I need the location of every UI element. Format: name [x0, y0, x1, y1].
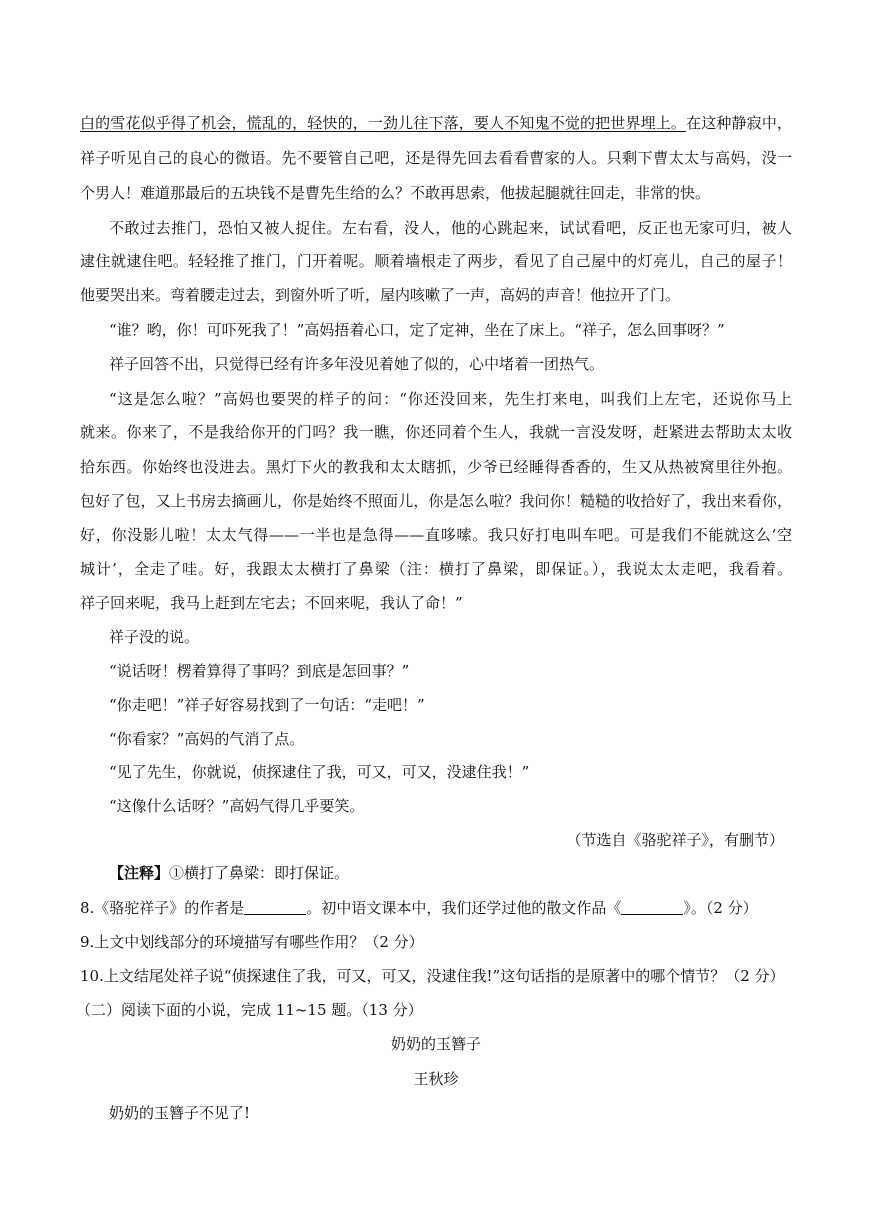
passage-line: 白的雪花似乎得了机会，慌乱的，轻快的，一劲儿往下落，要人不知鬼不觉的把世界埋上。在这种静寂中， — [80, 114, 792, 132]
passage-line: 个男人！难道那最后的五块钱不是曹先生给的么？不敢再思索，他拔起腿就往回走，非常的快。 — [80, 184, 711, 202]
passage-line: 祥子回答不出，只觉得已经有许多年没见着她了似的，心中堵着一团热气。 — [109, 355, 605, 373]
passage-line: “这像什么话呀？”高妈气得几乎要笑。 — [109, 797, 365, 815]
underlined-environment-description: 白的雪花似乎得了机会，慌乱的，轻快的，一劲儿往下落，要人不知鬼不觉的把世界埋上。 — [80, 114, 687, 132]
answer-blank-author[interactable] — [244, 900, 306, 915]
question-8: 8.《骆驼祥子》的作者是 。初中语文课本中，我们还学过他的散文作品《 》。（2 分） — [80, 899, 758, 917]
passage-line: 祥子没的说。 — [109, 628, 200, 646]
story-first-line: 奶奶的玉簪子不见了! — [109, 1104, 251, 1122]
passage-line: “见了先生，你就说，侦探逮住了我，可又，可又，没逮住我！” — [109, 763, 530, 781]
annotation-note — [109, 863, 792, 883]
section-heading: （二）阅读下面的小说，完成 11~15 题。（13 分） — [76, 1001, 423, 1019]
story-author: 王秋珍 — [413, 1070, 459, 1088]
passage-line: “你走吧！”祥子好容易找到了一句话：“走吧！” — [109, 696, 425, 714]
passage-line: 祥子听见自己的良心的微语。先不要管自己吧，还是得先回去看看曹家的人。只剩下曹太太与高妈，没一 — [80, 149, 792, 167]
story-title: 奶奶的玉簪子 — [390, 1035, 481, 1053]
passage-line: 不敢过去推门，恐怕又被人捉住。左右看，没人，他的心跳起来，试试看吧，反正也无家可归，被人 — [109, 219, 792, 237]
note-text: ①横打了鼻梁：即打保证。 — [169, 864, 350, 882]
passage-line: 城计’，全走了哇。好，我跟太太横打了鼻梁（注：横打了鼻梁，即保证。），我说太太走吧，我看着。 — [80, 560, 792, 578]
passage-line: 逮住就逮住吧。轻轻推了推门，门开着呢。顺着墙根走了两步，看见了自己屋中的灯亮儿，自己的屋子！ — [80, 252, 792, 270]
passage-line: 祥子回来呢，我马上赶到左宅去；不回来呢，我认了命！” — [80, 594, 463, 612]
question-10: 10.上文结尾处祥子说“侦探逮住了我，可又，可又，没逮住我!”这句话指的是原著中的哪个情节？（2 分） — [80, 967, 785, 985]
passage-line: 就来。你来了，不是我给你开的门吗？我一瞧，你还同着个生人，我就一言没发呀，赶紧进去帮助太太收 — [80, 423, 792, 441]
passage-line: “说话呀！楞着算得了事吗？到底是怎回事？” — [109, 662, 410, 680]
passage-line: 他要哭出来。弯着腰走过去，到窗外听了听，屋内咳嗽了一声，高妈的声音！他拉开了门。 — [80, 286, 681, 304]
passage-line: 拾东西。你始终也没进去。黑灯下火的教我和太太瞎抓，少爷已经睡得香香的，生又从热被窝里往外抱。 — [80, 458, 792, 476]
source-attribution: （节选自《骆驼祥子》，有删节） — [566, 831, 784, 849]
passage-line: “你看家？”高妈的气消了点。 — [109, 730, 305, 748]
passage-line: “谁？哟，你！可吓死我了！”高妈捂着心口，定了定神，坐在了床上。“祥子，怎么回事呀？” — [109, 321, 725, 339]
answer-blank-work-title[interactable] — [621, 900, 683, 915]
passage-line: “这是怎么啦？”高妈也要哭的样子的问：“你还没回来，先生打来电，叫我们上左宅，还说你马上 — [109, 390, 792, 408]
question-9: 9.上文中划线部分的环境描写有哪些作用？（2 分） — [80, 933, 424, 951]
passage-line: 包好了包，又上书房去摘画儿，你是始终不照面儿，你是怎么啦？我问你！糙糙的收拾好了，我出来看你， — [80, 492, 792, 510]
passage-line: 好，你没影儿啦！太太气得——一半也是急得——直哆嗦。我只好打电叫车吧。可是我们不能就这么‘空 — [80, 526, 792, 544]
note-label: 【注释】 — [109, 864, 170, 882]
